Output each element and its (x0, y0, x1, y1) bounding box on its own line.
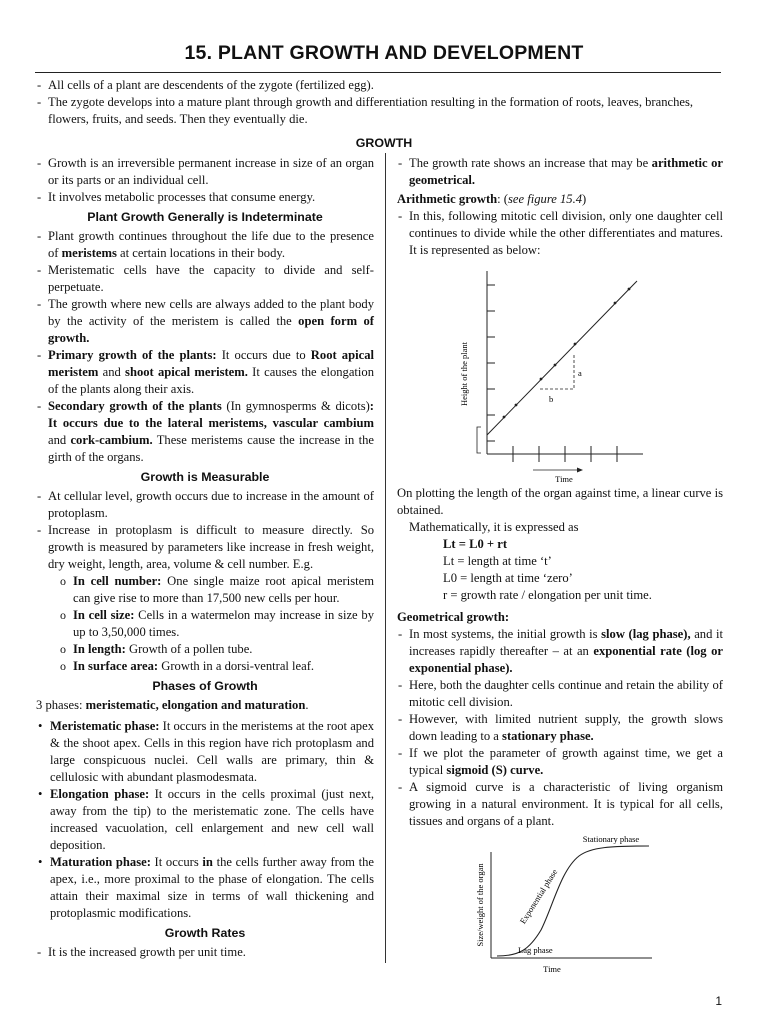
stationary-phase-label: Stationary phase (582, 834, 640, 844)
math-text: Mathematically, it is expressed as (409, 520, 579, 534)
arithmetic-heading: Arithmetic growth: (see figure 15.4) (397, 192, 587, 206)
lag-phase-label: Lag phase (518, 945, 553, 955)
sigmoid-curve (497, 846, 649, 956)
geometric-item: - If we plot the parameter of growth against time, we get a typical sigmoid (S) curve. (397, 745, 723, 779)
growth-point: - It involves metabolic processes that consume energy. (36, 189, 374, 206)
measure-example: o In cell number: One single maize root apical meristem can give rise to more than 17,500 new cells per hour. (60, 573, 374, 607)
fig2-ylabel: Size/weight of the organ (475, 863, 485, 947)
measure-example: o In cell size: Cells in a watermelon may increase in size by up to 3,50,000 times. (60, 607, 374, 641)
indeterminate-item: - Plant growth continues throughout the life due to the presence of meristems at certain locations in their body. (36, 228, 374, 262)
arithmetic-item: - In this, following mitotic cell division, only one daughter cell continues to divide while the other differentiates and matures. It is represented as below: (397, 208, 723, 259)
indeterminate-item: - Primary growth of the plants: It occurs due to Root apical meristem and shoot apical meristem. It causes the elongation of the plants along their axis. (36, 347, 374, 398)
measurable-item: - Increase in protoplasm is difficult to measure directly. So growth is measured by parameters like increase in fresh weight, dry weight, length, area, volume & cell number. E.g. o In cell number: One single maize root apical meristem can give rise to more than 17,500 new cells per hour. o In cell size: Cells in a watermelon may increase in size by up to 3,50,000 times. o In length: Growth of a pollen tube. o In surface area: Growth in a dorsi-ventral leaf. (36, 522, 374, 675)
linear-curve-text: On plotting the length of the organ against time, a linear curve is obtained. (397, 486, 723, 517)
geometric-item: - Here, both the daughter cells continue and retain the ability of mitotic cell division. (397, 677, 723, 711)
phases-intro: 3 phases: meristematic, elongation and maturation. (36, 698, 309, 712)
intercept-bracket (477, 427, 481, 453)
measurable-heading: Growth is Measurable (140, 470, 270, 484)
formula-main: Lt = L0 + rt (443, 537, 508, 551)
intro-item: - All cells of a plant are descendents of the zygote (fertilized egg). (36, 77, 722, 94)
arithmetic-growth-figure (397, 259, 723, 485)
rate-item: - The growth rate shows an increase that may be arithmetic or geometrical. (397, 155, 723, 189)
indeterminate-item: - The growth where new cells are always added to the plant body by the activity of the meristem is called the open form of growth. (36, 296, 374, 347)
rates-heading: Growth Rates (164, 926, 246, 940)
measure-example: o In surface area: Growth in a dorsi-ventral leaf. (60, 658, 374, 675)
label-b: b (549, 394, 554, 404)
measurable-item: - At cellular level, growth occurs due to increase in the amount of protoplasm. (36, 488, 374, 522)
time-arrow-head (577, 468, 583, 473)
right-column (397, 155, 723, 980)
phase-item: • Maturation phase: It occurs in the cells further away from the apex, i.e., more proximal to the phase of elongation. The cells attain their maximal size in terms of wall thickening and protoplasmic modifications. (36, 854, 374, 922)
formula-def: r = growth rate / elongation per unit time. (443, 588, 652, 602)
title-rule (35, 72, 721, 73)
geometric-item: - In most systems, the initial growth is slow (lag phase), and it increases rapidly thereafter – at an exponential rate (log or exponential phase). (397, 626, 723, 677)
column-divider (385, 153, 386, 963)
phases-heading: Phases of Growth (152, 679, 258, 693)
geometric-item: - A sigmoid curve is a characteristic of living organism growing in a natural environment. It is typical for all cells, tissues and organs of a plant. (397, 779, 723, 830)
measure-example: o In length: Growth of a pollen tube. (60, 641, 374, 658)
rates-item: - It is the increased growth per unit time. (36, 944, 374, 961)
page-number: 1 (715, 994, 722, 1008)
phase-item: • Meristematic phase: It occurs in the meristems at the root apex & the shoot apex. Cells in this region have rich protoplasm and large conspicuous nuclei. Cell walls are primary, thin & cellulosic with abundant plasmodesmata. (36, 718, 374, 786)
slope-triangle (540, 355, 574, 389)
fig1-ylabel: Height of the plant (459, 342, 469, 406)
exponential-phase-label: Exponential phase (517, 867, 560, 926)
y-ticks (487, 285, 495, 441)
geometric-heading: Geometrical growth: (397, 610, 510, 624)
phase-item: • Elongation phase: It occurs in the cells proximal (just next, away from the tip) to the meristematic zone. The cells have increased vacuolation, cell enlargement and new cell wall deposition. (36, 786, 374, 854)
page-title: 15. PLANT GROWTH AND DEVELOPMENT (184, 42, 584, 64)
formula-def: L0 = length at time ‘zero’ (443, 571, 573, 585)
formula-block (397, 536, 723, 604)
growth-point: - Growth is an irreversible permanent increase in size of an organ or its parts or an individual cell. (36, 155, 374, 189)
fig1-xlabel: Time (555, 474, 573, 484)
indeterminate-heading: Plant Growth Generally is Indeterminate (87, 210, 323, 224)
intro-block (36, 77, 722, 128)
indeterminate-item: - Secondary growth of the plants (In gymnosperms & dicots): It occurs due to the lateral meristems, vascular cambium and cork-cambium. These meristems cause the increase in the girth of the organs. (36, 398, 374, 466)
left-column (36, 155, 374, 961)
formula-def: Lt = length at time ‘t’ (443, 554, 552, 568)
indeterminate-item: - Meristematic cells have the capacity to divide and self-perpetuate. (36, 262, 374, 296)
growth-heading: GROWTH (355, 136, 413, 150)
fig2-xlabel: Time (543, 964, 561, 974)
sigmoid-growth-figure (397, 830, 723, 980)
geometric-item: - However, with limited nutrient supply, the growth slows down leading to a stationary phase. (397, 711, 723, 745)
intro-item: - The zygote develops into a mature plant through growth and differentiation resulting in the formation of roots, leaves, branches, flowers, fruits, and seeds. Then they eventually die. (36, 94, 722, 128)
label-a: a (578, 368, 582, 378)
